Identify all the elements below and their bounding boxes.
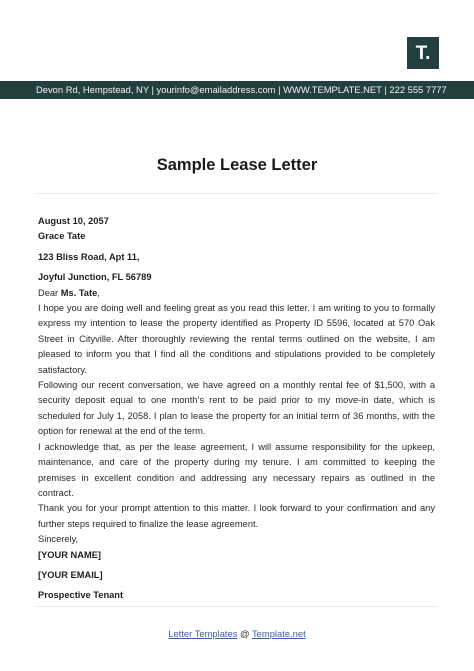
address-line-2: Joyful Junction, FL 56789 [38,272,152,283]
divider-bottom [36,606,438,607]
template-net-link[interactable]: Template.net [252,628,306,639]
recipient-name: Grace Tate [38,231,86,242]
contact-info: Devon Rd, Hempstead, NY | yourinfo@emailaddress.com | WWW.TEMPLATE.NET | 222 555 7777 [36,84,447,95]
salutation-prefix: Dear [38,287,61,298]
salutation-name: Ms. Tate [60,287,98,298]
paragraph-thanks: Thank you for your prompt attention to this matter. I look forward to your confirmation and any further steps required to finalize the lease agreement. [38,503,435,529]
template-logo [407,37,439,69]
letter-templates-link[interactable]: Letter Templates [168,628,238,639]
address-line-1: 123 Bliss Road, Apt 11, [38,251,140,262]
paragraph-responsibility: I acknowledge that, as per the lease agreement, I will assume responsibility for the upkeep, maintenance, and care of the property during my tenure. I am committed to keeping the premises in excellent condition and addressing any necessary repairs as outlined in the contract. [38,441,435,498]
salutation-suffix: , [97,287,100,298]
footer [0,628,474,639]
divider-top [36,193,438,194]
logo-glyph: T. [415,42,431,64]
footer-separator: @ [237,628,252,639]
letter-title: Sample Lease Letter [156,156,318,174]
signature-email: [YOUR EMAIL] [38,569,103,580]
signature-role: Prospective Tenant [38,590,124,601]
closing: Sincerely, [38,534,79,545]
paragraph-intent: I hope you are doing well and feeling great as you read this letter. I am writing to you to formally express my intention to lease the property identified as Property ID 5596, located at 570 Oak Street in Cityville. After thoroughly reviewing the rental terms outlined on the website, I am pleased to inform you that I find all the conditions and stipulations provided to be completely satisfactory. [38,303,435,375]
letter-date: August 10, 2057 [38,216,109,226]
contact-bar [0,81,474,99]
letter-body [38,214,435,604]
paragraph-terms: Following our recent conversation, we have agreed on a monthly rental fee of $1,500, with a security deposit equal to one month’s rent to be paid prior to my move-in date, which is scheduled for July 1, 2058. I plan to lease the property for an initial term of 36 months, with the option for renewal at the end of the term. [38,380,435,437]
salutation [38,286,435,301]
signature-name: [YOUR NAME] [38,549,102,560]
